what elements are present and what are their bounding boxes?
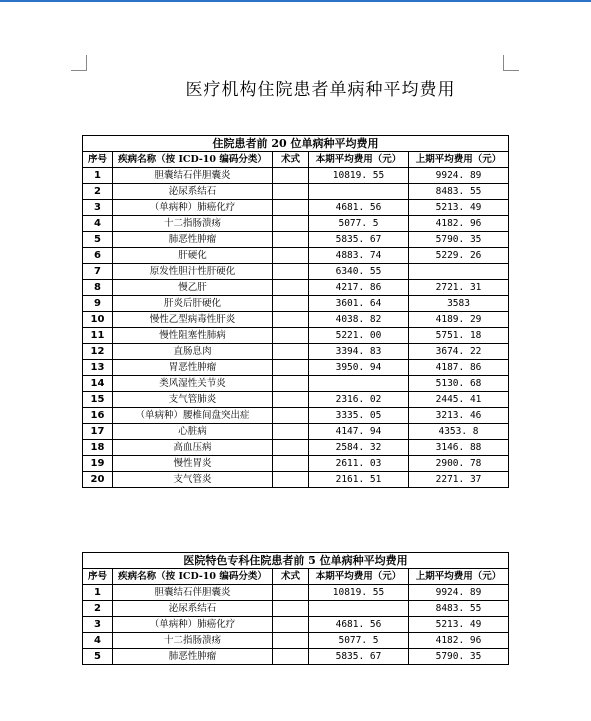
cell-previous-cost: 2271. 37 [409, 472, 509, 488]
col-header-method: 术式 [273, 569, 309, 585]
cell-method [273, 296, 309, 312]
col-header-previous-cost: 上期平均费用（元） [409, 152, 509, 168]
cell-no: 8 [83, 280, 113, 296]
cell-current-cost: 4883. 74 [309, 248, 409, 264]
cell-method [273, 360, 309, 376]
cell-previous-cost: 3213. 46 [409, 408, 509, 424]
table-row [83, 264, 509, 280]
cell-no: 1 [83, 585, 113, 601]
cell-method [273, 440, 309, 456]
table-row [83, 216, 509, 232]
cell-previous-cost: 3674. 22 [409, 344, 509, 360]
cell-no: 11 [83, 328, 113, 344]
cell-previous-cost: 2445. 41 [409, 392, 509, 408]
cell-disease-name: 支气管炎 [113, 472, 273, 488]
cell-current-cost [309, 601, 409, 617]
cell-disease-name: 慢乙肝 [113, 280, 273, 296]
col-header-no: 序号 [83, 152, 113, 168]
cell-previous-cost: 5213. 49 [409, 200, 509, 216]
table-row [83, 312, 509, 328]
cell-current-cost: 4681. 56 [309, 200, 409, 216]
table-row [83, 248, 509, 264]
cell-previous-cost: 4187. 86 [409, 360, 509, 376]
table-row [83, 328, 509, 344]
cell-method [273, 328, 309, 344]
crop-mark-left [86, 55, 87, 71]
cell-disease-name: 肝硬化 [113, 248, 273, 264]
cell-disease-name: 泌尿系结石 [113, 601, 273, 617]
cell-current-cost: 5077. 5 [309, 216, 409, 232]
cell-current-cost: 5221. 00 [309, 328, 409, 344]
table-row [83, 376, 509, 392]
cell-disease-name: 肺恶性肿瘤 [113, 649, 273, 665]
cell-previous-cost: 9924. 89 [409, 168, 509, 184]
cell-no: 7 [83, 264, 113, 280]
col-header-method: 术式 [273, 152, 309, 168]
cell-no: 17 [83, 424, 113, 440]
table-row [83, 472, 509, 488]
cell-disease-name: 支气管肺炎 [113, 392, 273, 408]
cell-current-cost: 2316. 02 [309, 392, 409, 408]
cell-previous-cost: 5790. 35 [409, 649, 509, 665]
cell-disease-name: 十二指肠溃疡 [113, 633, 273, 649]
cell-disease-name: 胃恶性肿瘤 [113, 360, 273, 376]
cell-method [273, 168, 309, 184]
cell-previous-cost: 3146. 88 [409, 440, 509, 456]
table-row [83, 344, 509, 360]
cell-previous-cost: 4353. 8 [409, 424, 509, 440]
crop-mark-left-h [71, 70, 87, 71]
cell-current-cost: 5077. 5 [309, 633, 409, 649]
cell-method [273, 264, 309, 280]
cell-disease-name: （单病种）肺癌化疗 [113, 617, 273, 633]
cell-no: 18 [83, 440, 113, 456]
cell-previous-cost: 4189. 29 [409, 312, 509, 328]
cell-no: 2 [83, 184, 113, 200]
cell-method [273, 216, 309, 232]
table-row [83, 360, 509, 376]
cell-no: 16 [83, 408, 113, 424]
table-row [83, 617, 509, 633]
table-row [83, 280, 509, 296]
cell-current-cost: 3394. 83 [309, 344, 409, 360]
cell-method [273, 617, 309, 633]
table-row [83, 168, 509, 184]
cell-previous-cost: 5213. 49 [409, 617, 509, 633]
cell-current-cost: 10819. 55 [309, 168, 409, 184]
cell-method [273, 200, 309, 216]
cell-disease-name: 慢性胃炎 [113, 456, 273, 472]
table-row [83, 440, 509, 456]
cell-previous-cost: 3583 [409, 296, 509, 312]
cell-no: 1 [83, 168, 113, 184]
cell-current-cost [309, 184, 409, 200]
cell-disease-name: 原发性胆汁性肝硬化 [113, 264, 273, 280]
document-title: 医疗机构住院患者单病种平均费用 [185, 80, 456, 100]
cell-current-cost: 3335. 05 [309, 408, 409, 424]
cell-disease-name: （单病种）肺癌化疗 [113, 200, 273, 216]
cell-current-cost: 3950. 94 [309, 360, 409, 376]
cell-no: 5 [83, 649, 113, 665]
cell-previous-cost: 4182. 96 [409, 216, 509, 232]
cell-disease-name: 类风湿性关节炎 [113, 376, 273, 392]
col-header-disease: 疾病名称（按 ICD-10 编码分类） [113, 152, 273, 168]
cell-current-cost: 2611. 03 [309, 456, 409, 472]
top20-cost-table [82, 135, 509, 488]
cell-no: 5 [83, 232, 113, 248]
cell-method [273, 376, 309, 392]
cell-disease-name: 胆囊结石伴胆囊炎 [113, 168, 273, 184]
cell-method [273, 232, 309, 248]
table-row [83, 184, 509, 200]
cell-current-cost: 10819. 55 [309, 585, 409, 601]
cell-method [273, 184, 309, 200]
cell-previous-cost: 5229. 26 [409, 248, 509, 264]
col-header-no: 序号 [83, 569, 113, 585]
cell-disease-name: 慢性阻塞性肺病 [113, 328, 273, 344]
cell-method [273, 649, 309, 665]
table-row [83, 585, 509, 601]
col-header-current-cost: 本期平均费用（元） [309, 152, 409, 168]
cell-method [273, 456, 309, 472]
cell-no: 14 [83, 376, 113, 392]
table-caption: 医院特色专科住院患者前 5 位单病种平均费用 [83, 553, 509, 569]
col-header-disease: 疾病名称（按 ICD-10 编码分类） [113, 569, 273, 585]
cell-no: 9 [83, 296, 113, 312]
cell-previous-cost: 5130. 68 [409, 376, 509, 392]
cell-disease-name: 肝炎后肝硬化 [113, 296, 273, 312]
cell-current-cost: 2161. 51 [309, 472, 409, 488]
cell-disease-name: 直肠息肉 [113, 344, 273, 360]
cell-no: 20 [83, 472, 113, 488]
cell-previous-cost: 5751. 18 [409, 328, 509, 344]
cell-previous-cost: 5790. 35 [409, 232, 509, 248]
cell-current-cost: 4217. 86 [309, 280, 409, 296]
cell-method [273, 280, 309, 296]
cell-previous-cost: 9924. 89 [409, 585, 509, 601]
cell-no: 13 [83, 360, 113, 376]
cell-no: 12 [83, 344, 113, 360]
cell-current-cost: 2584. 32 [309, 440, 409, 456]
cell-disease-name: 心脏病 [113, 424, 273, 440]
cell-current-cost: 5835. 67 [309, 232, 409, 248]
cell-no: 19 [83, 456, 113, 472]
cell-previous-cost [409, 264, 509, 280]
cell-previous-cost: 4182. 96 [409, 633, 509, 649]
cell-previous-cost: 8483. 55 [409, 184, 509, 200]
table-row [83, 601, 509, 617]
cell-disease-name: （单病种）腰椎间盘突出症 [113, 408, 273, 424]
cell-current-cost [309, 376, 409, 392]
cell-disease-name: 泌尿系结石 [113, 184, 273, 200]
cell-method [273, 472, 309, 488]
cell-no: 3 [83, 617, 113, 633]
cell-disease-name: 肺恶性肿瘤 [113, 232, 273, 248]
cell-no: 3 [83, 200, 113, 216]
cell-method [273, 424, 309, 440]
cell-current-cost: 6340. 55 [309, 264, 409, 280]
cell-method [273, 408, 309, 424]
cell-no: 6 [83, 248, 113, 264]
cell-method [273, 312, 309, 328]
cell-previous-cost: 8483. 55 [409, 601, 509, 617]
cell-no: 4 [83, 216, 113, 232]
table-row [83, 633, 509, 649]
cell-current-cost: 4681. 56 [309, 617, 409, 633]
specialty-top5-cost-table [82, 552, 509, 665]
col-header-current-cost: 本期平均费用（元） [309, 569, 409, 585]
table-row [83, 296, 509, 312]
cell-no: 4 [83, 633, 113, 649]
cell-no: 2 [83, 601, 113, 617]
table-row [83, 200, 509, 216]
cell-no: 15 [83, 392, 113, 408]
table-row [83, 232, 509, 248]
cell-method [273, 344, 309, 360]
table-row [83, 424, 509, 440]
cell-disease-name: 慢性乙型病毒性肝炎 [113, 312, 273, 328]
cell-current-cost: 3601. 64 [309, 296, 409, 312]
cell-previous-cost: 2721. 31 [409, 280, 509, 296]
cell-disease-name: 高血压病 [113, 440, 273, 456]
cell-method [273, 601, 309, 617]
cell-current-cost: 4038. 82 [309, 312, 409, 328]
table-row [83, 649, 509, 665]
window-top-border [0, 0, 591, 2]
cell-previous-cost: 2900. 78 [409, 456, 509, 472]
table-row [83, 456, 509, 472]
cell-disease-name: 胆囊结石伴胆囊炎 [113, 585, 273, 601]
cell-method [273, 392, 309, 408]
crop-mark-right-h [503, 70, 519, 71]
cell-disease-name: 十二指肠溃疡 [113, 216, 273, 232]
table-row [83, 392, 509, 408]
cell-method [273, 248, 309, 264]
crop-mark-right [503, 55, 504, 71]
cell-method [273, 585, 309, 601]
cell-method [273, 633, 309, 649]
cell-no: 10 [83, 312, 113, 328]
cell-current-cost: 4147. 94 [309, 424, 409, 440]
col-header-previous-cost: 上期平均费用（元） [409, 569, 509, 585]
cell-current-cost: 5835. 67 [309, 649, 409, 665]
table-row [83, 408, 509, 424]
table-caption: 住院患者前 20 位单病种平均费用 [83, 136, 509, 152]
